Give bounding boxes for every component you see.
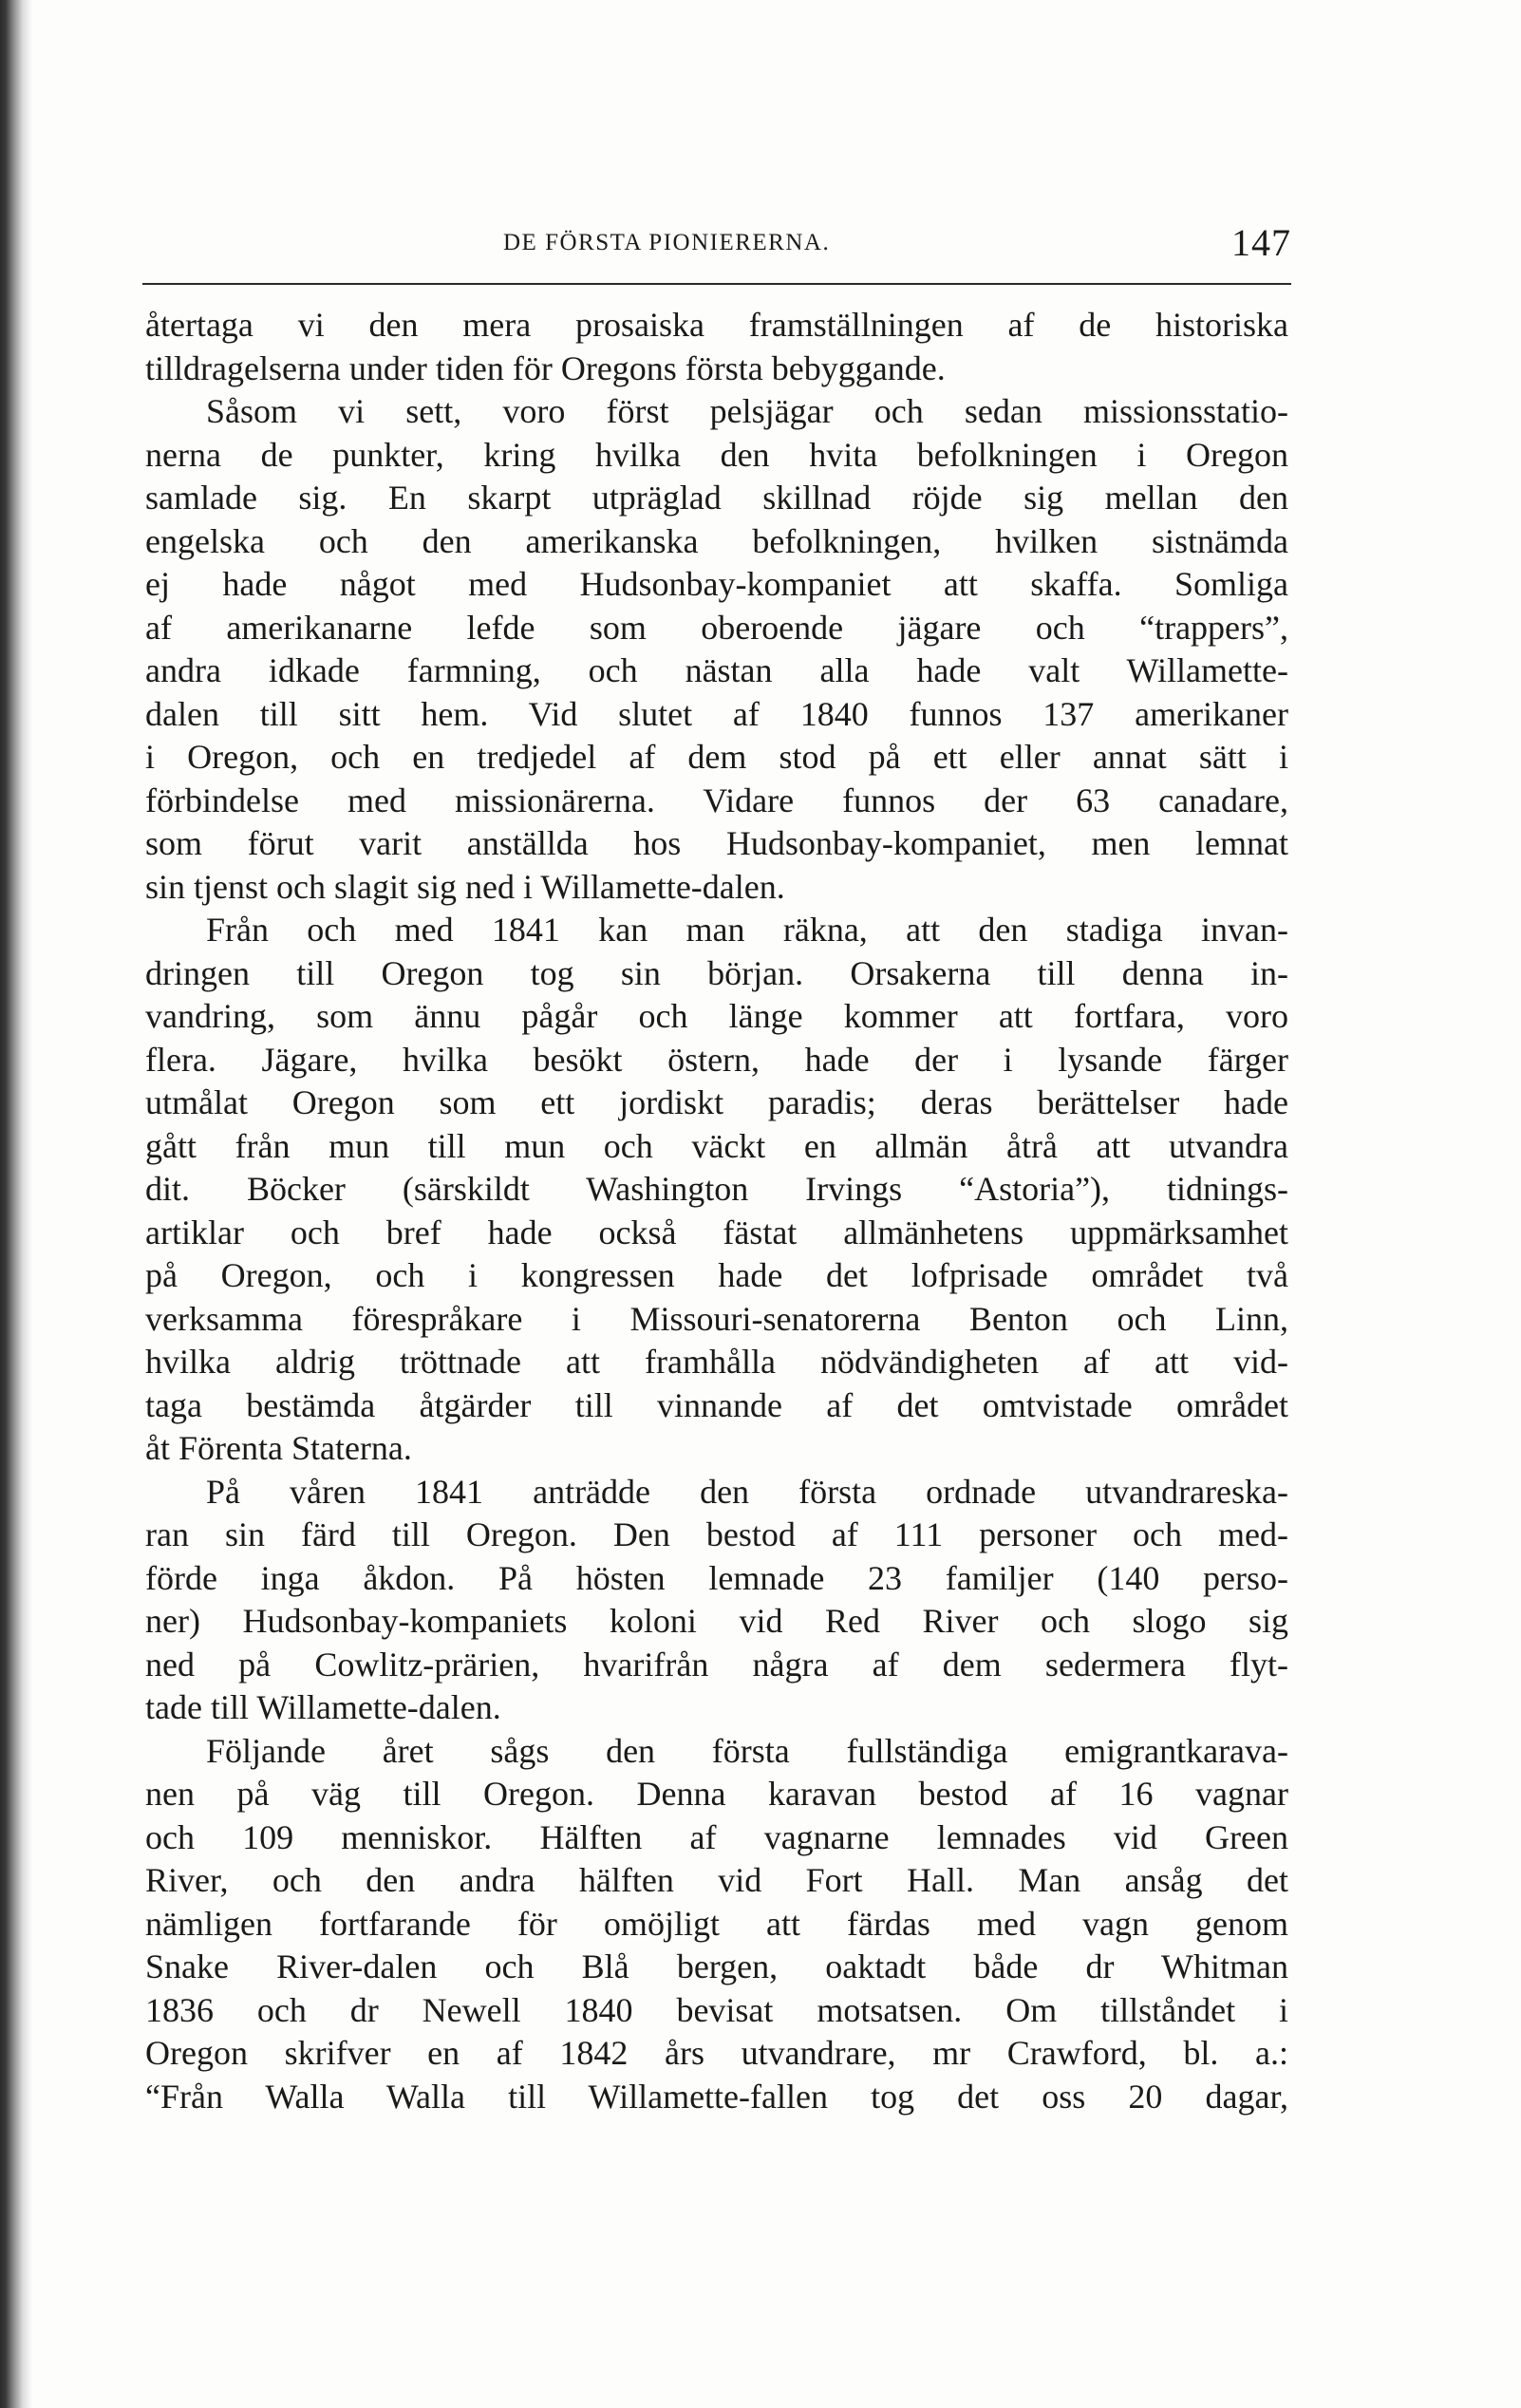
text-line: andra idkade farmning, och nästan alla hade valt Willamette-	[145, 651, 1288, 689]
text-line: Snake River-dalen och Blå bergen, oaktadt både dr Whitman	[145, 1947, 1288, 1985]
text-line: tilldragelserna under tiden för Oregons första bebyggande.	[145, 348, 946, 387]
text-line: af amerikanarne lefde som oberoende jägare och “trappers”,	[145, 608, 1288, 647]
text-line: ned på Cowlitz-prärien, hvarifrån några af dem sedermera flyt-	[145, 1645, 1288, 1684]
text-line: förde inga åkdon. På hösten lemnade 23 familjer (140 perso-	[145, 1558, 1288, 1597]
text-line: ner) Hudsonbay-kompaniets koloni vid Red River och slogo sig	[145, 1602, 1288, 1640]
body-text	[145, 304, 1288, 2118]
page-number: 147	[1231, 221, 1291, 264]
text-line: dringen till Oregon tog sin början. Orsakerna till denna in-	[145, 953, 1288, 992]
text-line: vandring, som ännu pågår och länge kommer att fortfara, voro	[145, 997, 1288, 1035]
text-line: På våren 1841 anträdde den första ordnade utvandrareska-	[206, 1472, 1288, 1511]
text-line: sin tjenst och slagit sig ned i Willamette-dalen.	[145, 867, 785, 906]
text-line: ej hade något med Hudsonbay-kompaniet att skaffa. Somliga	[145, 565, 1288, 603]
text-line: nerna de punkter, kring hvilka den hvita befolkningen i Oregon	[145, 435, 1288, 474]
text-line: “Från Walla Walla till Willamette-fallen tog det oss 20 dagar,	[145, 2077, 1288, 2116]
text-line: 1836 och dr Newell 1840 bevisat motsatsen. Om tillståndet i	[145, 1990, 1288, 2029]
text-line: Såsom vi sett, voro först pelsjägar och sedan missionsstatio-	[206, 392, 1288, 430]
text-line: samlade sig. En skarpt utpräglad skillnad röjde sig mellan den	[145, 479, 1288, 517]
text-line: i Oregon, och en tredjedel af dem stod på ett eller annat sätt i	[145, 738, 1288, 776]
text-line: hvilka aldrig tröttnade att framhålla nödvändigheten af att vid-	[145, 1343, 1288, 1381]
text-line: som förut varit anställda hos Hudsonbay-kompaniet, men lemnat	[145, 824, 1288, 862]
text-line: nämligen fortfarande för omöjligt att färdas med vagn genom	[145, 1904, 1288, 1943]
header-rule	[142, 283, 1291, 285]
text-line: tade till Willamette-dalen.	[145, 1688, 501, 1726]
running-head	[142, 221, 1291, 273]
text-line: återtaga vi den mera prosaiska framställningen af de historiska	[145, 306, 1288, 344]
text-line: artiklar och bref hade också fästat allmänhetens uppmärksamhet	[145, 1213, 1288, 1251]
text-line: Oregon skrifver en af 1842 års utvandrare, mr Crawford, bl. a.:	[145, 2034, 1288, 2072]
text-line: utmålat Oregon som ett jordiskt paradis; deras berättelser hade	[145, 1083, 1288, 1121]
text-line: åt Förenta Staterna.	[145, 1429, 412, 1467]
running-title: DE FÖRSTA PIONIERERNA.	[503, 230, 831, 255]
text-line: verksamma förespråkare i Missouri-senatorerna Benton och Linn,	[145, 1299, 1288, 1338]
text-line: engelska och den amerikanska befolkningen, hvilken sistnämda	[145, 521, 1288, 560]
page-gutter-shadow	[0, 0, 32, 2408]
text-line: ran sin färd till Oregon. Den bestod af 111 personer och med-	[145, 1515, 1288, 1553]
text-line: flera. Jägare, hvilka besökt östern, hade der i lysande färger	[145, 1040, 1288, 1079]
text-line: Från och med 1841 kan man räkna, att den stadiga invan-	[206, 911, 1288, 949]
text-line: dalen till sitt hem. Vid slutet af 1840 funnos 137 amerikaner	[145, 694, 1288, 733]
text-line: taga bestämda åtgärder till vinnande af det omtvistade området	[145, 1385, 1288, 1424]
text-line: River, och den andra hälften vid Fort Hall. Man ansåg det	[145, 1861, 1288, 1899]
text-line: Följande året sågs den första fullständiga emigrantkarava-	[206, 1731, 1288, 1770]
text-line: gått från mun till mun och väckt en allmän åtrå att utvandra	[145, 1126, 1288, 1165]
text-line: dit. Böcker (särskildt Washington Irvings “Astoria”), tidnings-	[145, 1170, 1288, 1208]
text-line: på Oregon, och i kongressen hade det lofprisade området två	[145, 1256, 1288, 1294]
text-line: nen på väg till Oregon. Denna karavan bestod af 16 vagnar	[145, 1775, 1288, 1813]
text-line: förbindelse med missionärerna. Vidare funnos der 63 canadare,	[145, 781, 1288, 819]
text-line: och 109 menniskor. Hälften af vagnarne lemnades vid Green	[145, 1817, 1288, 1856]
